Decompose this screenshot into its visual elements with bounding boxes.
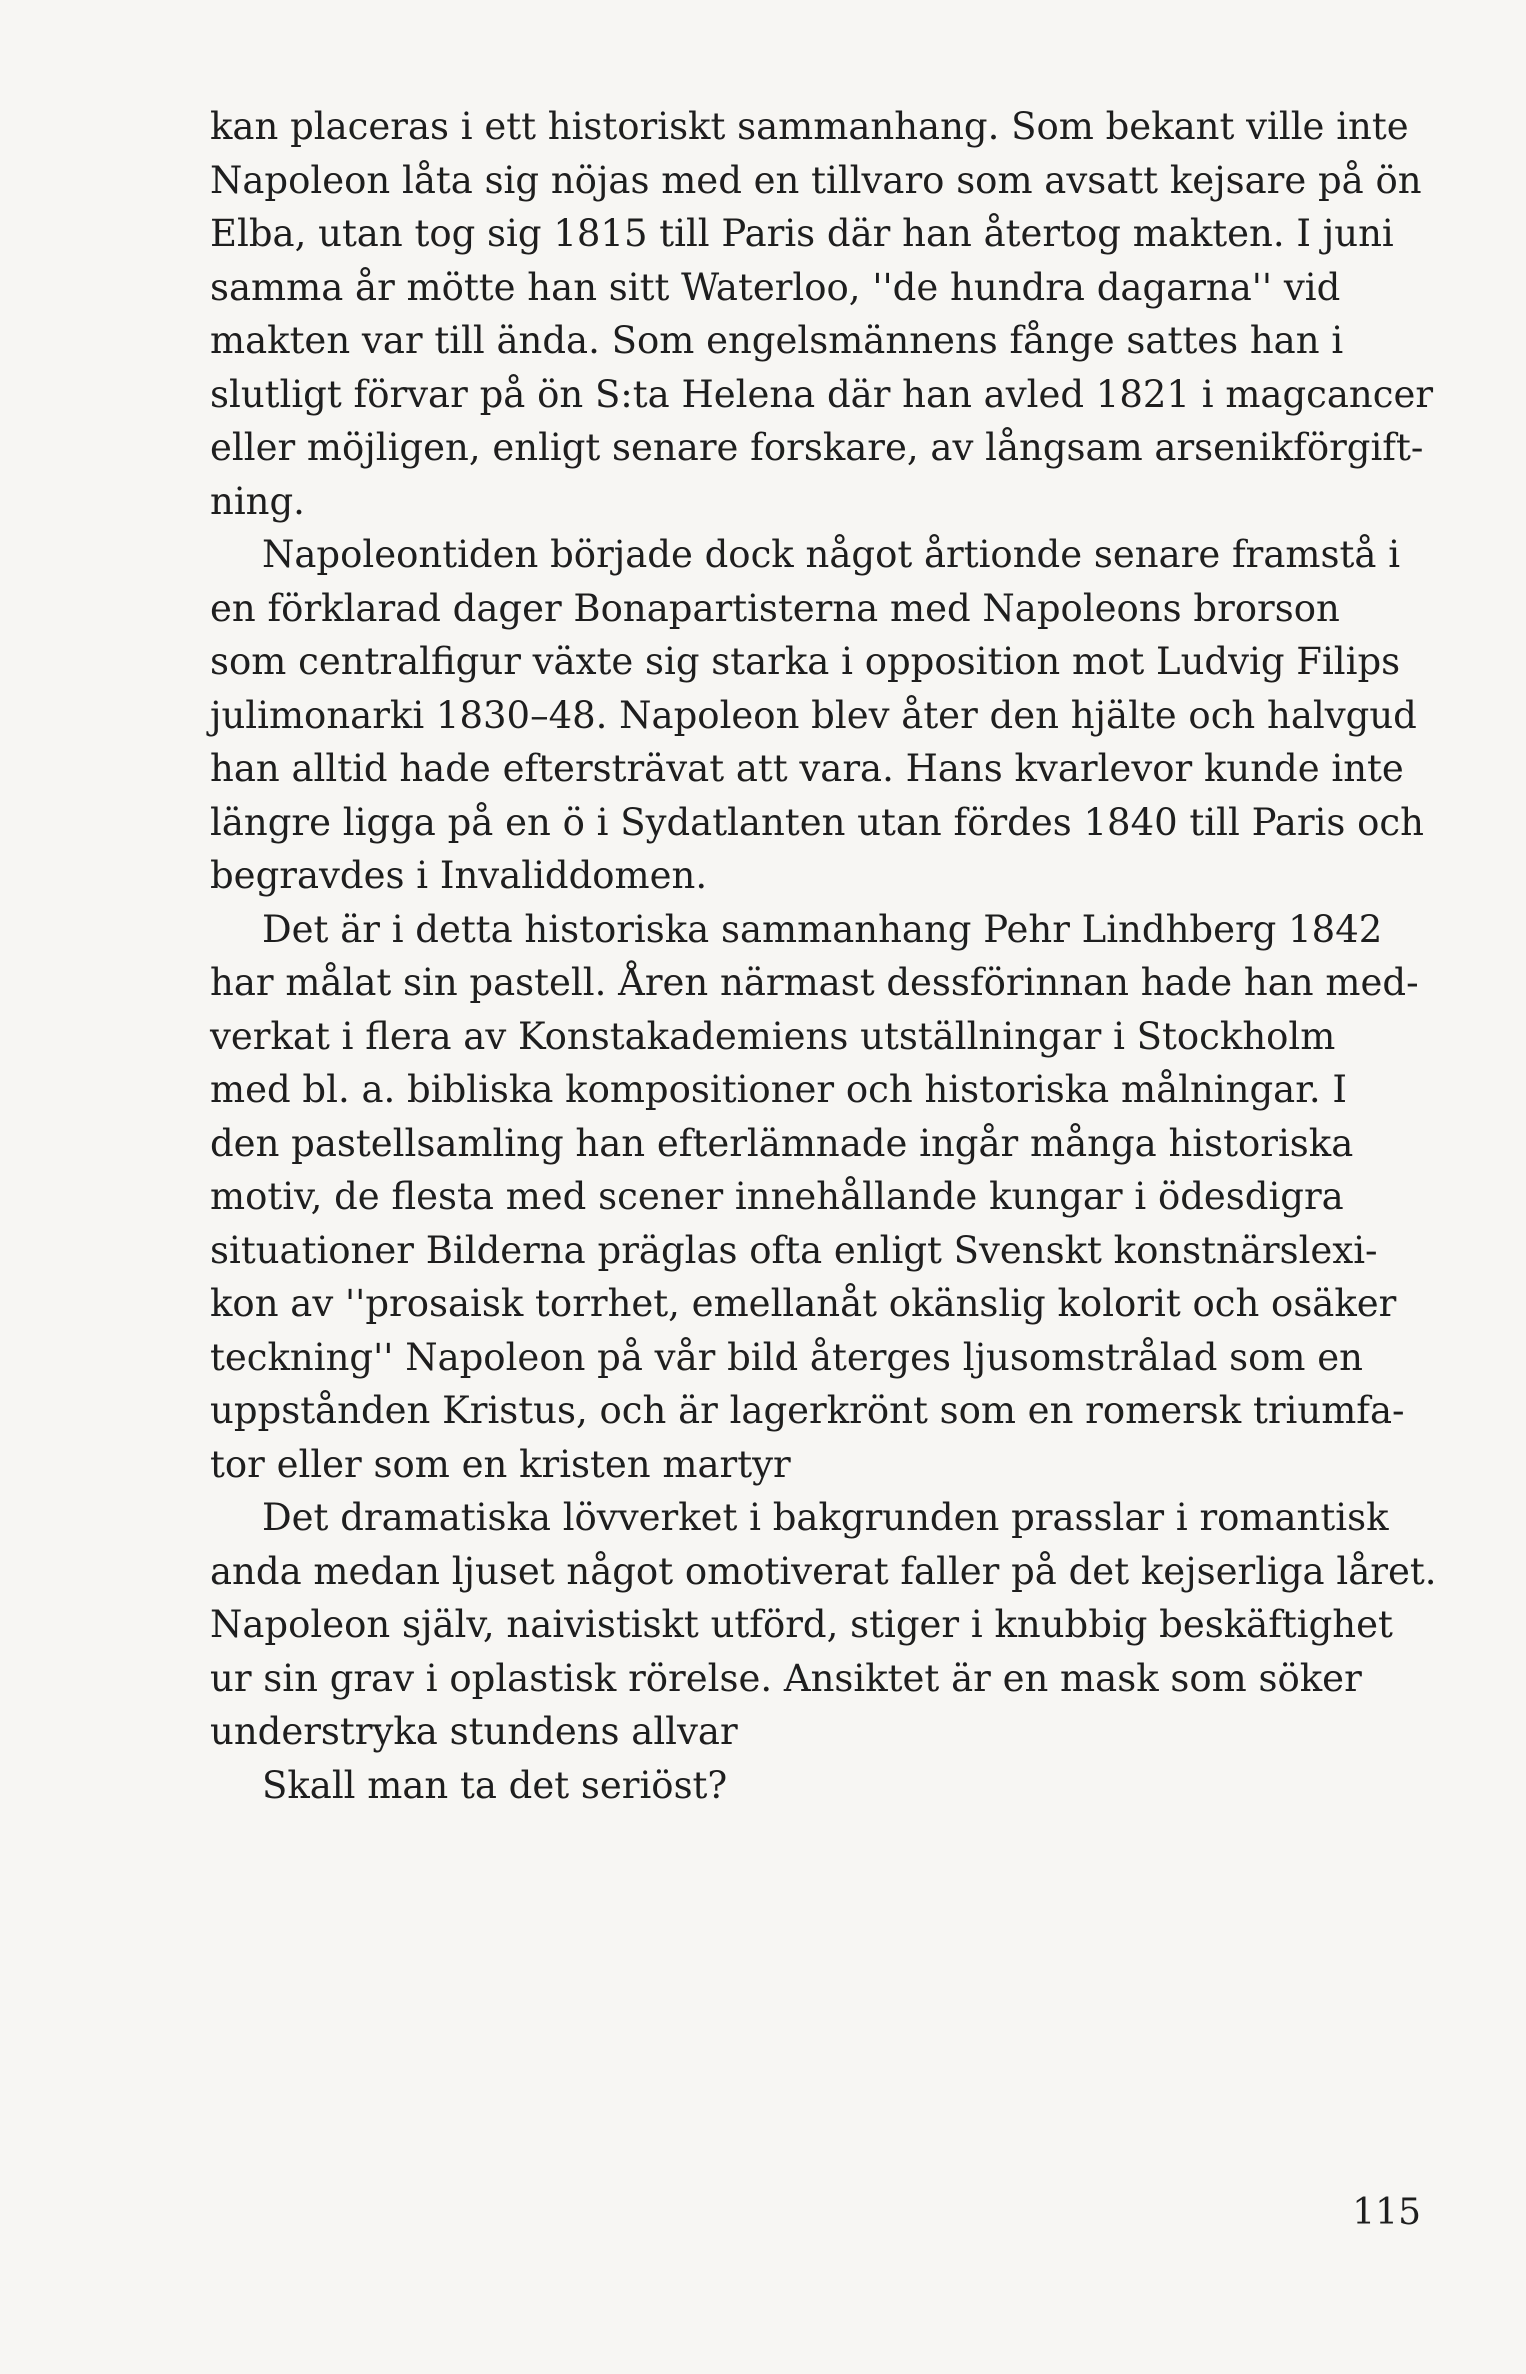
text-line: Det dramatiska lövverket i bakgrunden prasslar i romantisk [262, 1496, 1389, 1539]
text-line: begravdes i Invaliddomen. [210, 854, 708, 897]
text-line: situationer Bilderna präglas ofta enligt Svenskt konstnärslexi- [210, 1228, 1378, 1272]
text-line: understryka stundens allvar [210, 1710, 738, 1753]
text-line: verkat i flera av Konstakademiens utställningar i Stockholm [210, 1014, 1336, 1058]
text-line: kon av ''prosaisk torrhet, emellanåt okänslig kolorit och osäker [210, 1282, 1397, 1325]
text-line: den pastellsamling han efterlämnade ingår många historiska [210, 1121, 1354, 1165]
text-line: makten var till ända. Som engelsmännens fånge sattes han i [210, 319, 1344, 362]
text-line: anda medan ljuset något omotiverat faller på det kejserliga låret. [210, 1549, 1437, 1593]
text-line: teckning'' Napoleon på vår bild återges ljusomstrålad som en [210, 1335, 1363, 1379]
text-line: har målat sin pastell. Åren närmast dessförinnan hade han med- [210, 961, 1419, 1004]
text-line: Elba, utan tog sig 1815 till Paris där han återtog makten. I juni [210, 212, 1394, 255]
text-line: Napoleon låta sig nöjas med en tillvaro som avsatt kejsare på ön [210, 158, 1422, 202]
text-line: Napoleon själv, naivistiskt utförd, stiger i knubbig beskäftighet [210, 1603, 1393, 1646]
text-line: slutligt förvar på ön S:ta Helena där han avled 1821 i magcancer [210, 372, 1434, 416]
text-line: en förklarad dager Bonapartisterna med Napoleons brorson [210, 586, 1340, 630]
text-line: uppstånden Kristus, och är lagerkrönt som en romersk triumfa- [210, 1389, 1405, 1432]
text-line: med bl. a. bibliska kompositioner och historiska målningar. I [210, 1068, 1347, 1111]
page-number: 115 [1352, 2192, 1421, 2233]
text-line: eller möjligen, enligt senare forskare, av långsam arsenikförgift- [210, 426, 1424, 469]
text-line: som centralfigur växte sig starka i opposition mot Ludvig Filips [210, 640, 1401, 683]
text-line: tor eller som en kristen martyr [210, 1442, 791, 1486]
text-line: julimonarki 1830–48. Napoleon blev åter den hjälte och halvgud [210, 693, 1417, 737]
text-line: han alltid hade eftersträvat att vara. Hans kvarlevor kunde inte [210, 747, 1404, 790]
body-text [210, 100, 1437, 1812]
text-line: motiv, de flesta med scener innehållande kungar i ödesdigra [210, 1175, 1344, 1218]
text-line: Det är i detta historiska sammanhang Pehr Lindhberg 1842 [262, 907, 1383, 951]
text-line: samma år mötte han sitt Waterloo, ''de hundra dagarna'' vid [210, 265, 1341, 309]
text-line: ur sin grav i oplastisk rörelse. Ansiktet är en mask som söker [210, 1656, 1362, 1700]
text-line: ning. [210, 479, 305, 523]
text-line: Napoleontiden började dock något årtionde senare framstå i [262, 533, 1401, 576]
text-line: längre ligga på en ö i Sydatlanten utan fördes 1840 till Paris och [210, 800, 1424, 844]
text-line: kan placeras i ett historiskt sammanhang. Som bekant ville inte [210, 105, 1409, 148]
text-line: Skall man ta det seriöst? [262, 1763, 728, 1807]
